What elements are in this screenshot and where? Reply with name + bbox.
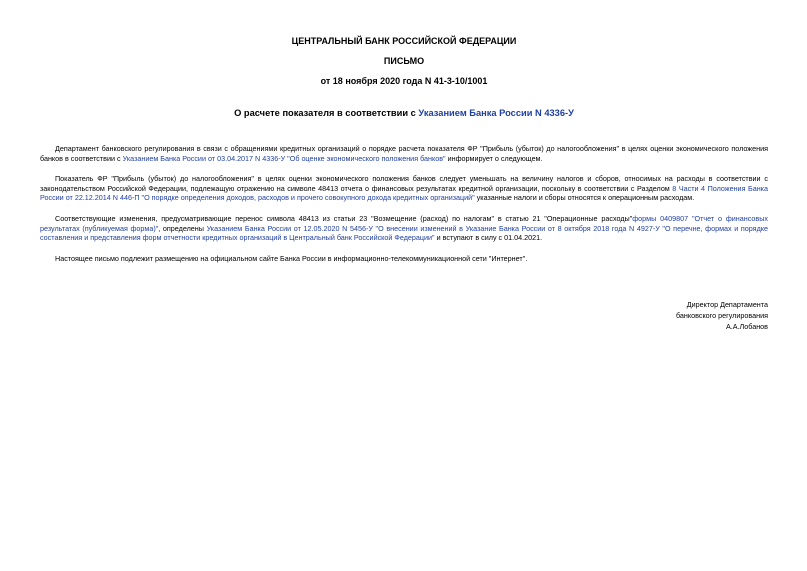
paragraph-1 bbox=[40, 144, 768, 163]
letter-body bbox=[40, 144, 768, 263]
p2-link-446p[interactable]: 8 Части 4 Положения Банка России от 22.12.2014 N 446-П "О порядке определения доходов, расходов и прочего совокупного дохода кредитных организаций" bbox=[40, 183, 768, 203]
document-page bbox=[40, 36, 768, 331]
p2-text-2: указанные налоги и сборы относятся к операционным расходам. bbox=[474, 193, 695, 203]
p2-text-1: Показатель ФР "Прибыль (убыток) до налогообложения" в целях оценки экономического положения банков следует уменьшать на величину налогов и сборов, относимых на расходы в соответствии с законодательством Российской Федерации, подлежащую отражению на символе 48413 отчета о финансовых результатах кредитной организации, поскольку в соответствии с Разделом bbox=[40, 174, 768, 193]
paragraph-4 bbox=[40, 254, 768, 264]
p3-text-2: , определены bbox=[158, 223, 207, 233]
paragraph-2 bbox=[40, 174, 768, 203]
org-name: ЦЕНТРАЛЬНЫЙ БАНК РОССИЙСКОЙ ФЕДЕРАЦИИ bbox=[291, 36, 517, 46]
p4-text-1: Настоящее письмо подлежит размещению на официальном сайте Банка России в информационно-телекоммуникационной сети "Интернет". bbox=[55, 253, 528, 263]
document-type: ПИСЬМО bbox=[383, 56, 425, 66]
title-prefix: О расчете показателя в соответствии с bbox=[234, 108, 419, 118]
p1-text-1: Департамент банковского регулирования в связи с обращениями кредитных организаций о порядке расчета показателя ФР "Прибыль (убыток) до налогообложения" в целях оценки экономического положения банков в соответствии с bbox=[40, 144, 768, 163]
signature-department: банковского регулирования bbox=[675, 311, 768, 320]
document-date-number: от 18 ноября 2020 года N 41-3-10/1001 bbox=[320, 76, 488, 86]
paragraph-3 bbox=[40, 214, 768, 243]
p3-text-3: и вступают в силу с 01.04.2021. bbox=[434, 233, 543, 243]
signature-block bbox=[676, 299, 768, 332]
p1-link-4336[interactable]: Указанием Банка России от 03.04.2017 N 4336-У "Об оценке экономического положения банков" bbox=[122, 153, 446, 163]
signature-name: А.А.Лобанов bbox=[725, 322, 768, 331]
document-title bbox=[40, 107, 768, 119]
title-link[interactable]: Указанием Банка России N 4336-У bbox=[418, 108, 574, 118]
p1-text-2: информирует о следующем. bbox=[445, 153, 543, 163]
p3-link-5456u[interactable]: Указанием Банка России от 12.05.2020 N 5456-У "О внесении изменений в Указание Банка России от 8 октября 2018 года N 4927-У "О перечне, формах и порядке составления и представления форм отчетности кредитных организаций в Центральный банк Российской Федерации" bbox=[40, 223, 768, 243]
signature-position: Директор Департамента bbox=[686, 300, 768, 309]
p3-link-form-0409807[interactable]: формы 0409807 "Отчет о финансовых результатах (публикуемая форма)" bbox=[40, 213, 768, 233]
p3-text-1: Соответствующие изменения, предусматривающие перенос символа 48413 из статьи 23 "Возмещение (расход) по налогам" в статью 21 "Операционные расходы" bbox=[55, 213, 633, 223]
